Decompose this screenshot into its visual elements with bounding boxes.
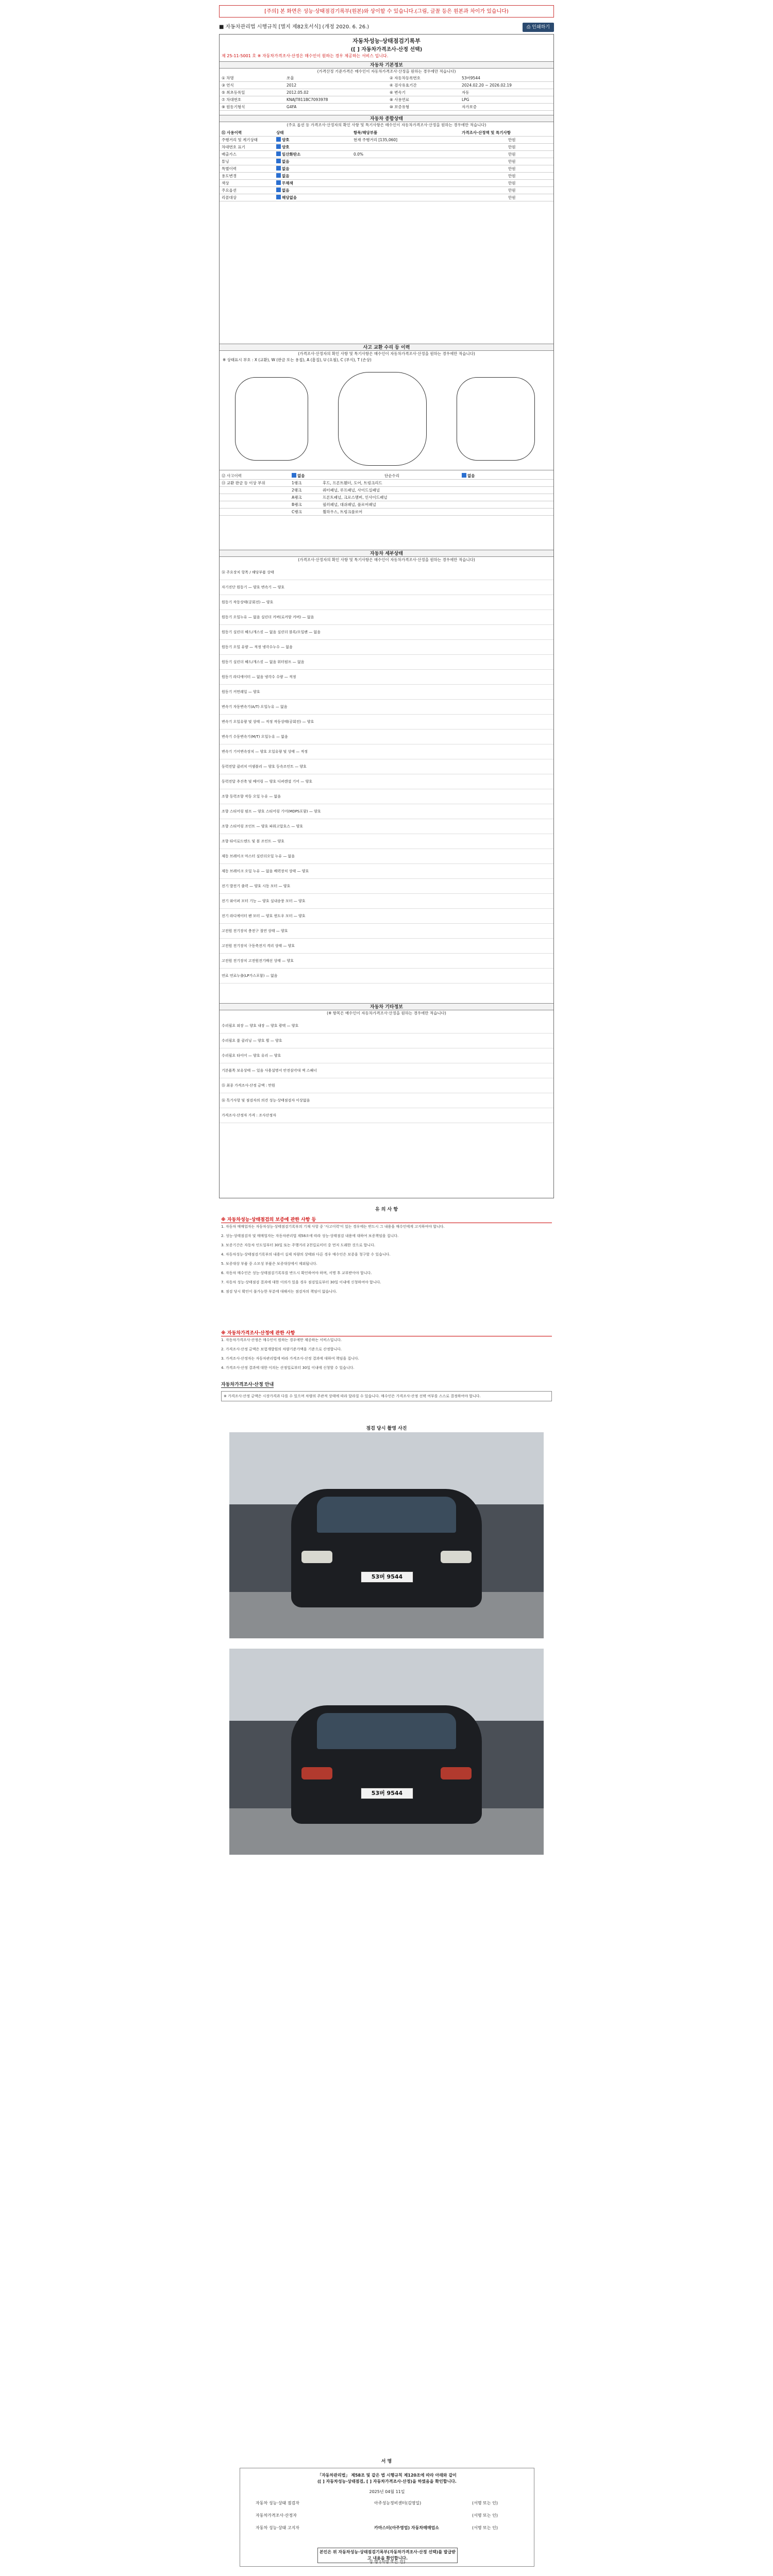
- etc-table: [220, 1019, 553, 1123]
- accident-legend: ※ 상태표시 부호 : X (교환), W (판금 또는 용접), A (흠집), U (요철), C (부식), T (손상): [223, 358, 372, 362]
- price-guide-title: 자동차가격조사·산정 안내: [221, 1381, 274, 1388]
- general-row: 주행거리 및 계기상태 양호 현재 주행거리 [135,060] 만원: [220, 137, 553, 144]
- front-photo: [229, 1432, 544, 1638]
- accident-row: A랭크 프론트패널, 크로스멤버, 인사이드패널: [220, 494, 553, 501]
- accident-row: ⑫ 사고이력 없음 단순수리 없음: [220, 472, 553, 480]
- detail-row: 전기 와이퍼 모터 기능 — 양호 실내송풍 모터 — 양호: [220, 894, 553, 909]
- detail-row: 동력전달 클러치 어셈블리 — 양호 등속조인트 — 양호: [220, 759, 553, 774]
- detail-row: 고전원 전기장치 충전구 절연 상태 — 양호: [220, 924, 553, 939]
- etc-row: 수리필요 외장 — 양호 내장 — 양호 광택 — 양호: [220, 1019, 553, 1033]
- detail-row: 원동기 실린더 헤드/개스킷 — 없음 워터펌프 — 없음: [220, 655, 553, 670]
- price-terms: [221, 1337, 552, 1375]
- detail-row: 조향 타이로드엔드 및 볼 조인트 — 양호: [220, 834, 553, 849]
- etc-row: 수리필요 룸 클리닝 — 양호 휠 — 양호: [220, 1033, 553, 1048]
- checkbox-checked-icon: [276, 159, 281, 163]
- checkbox-checked-icon: [276, 151, 281, 156]
- print-button[interactable]: [523, 23, 554, 32]
- detail-row: 원동기 오일누유 — 없음 실린더 커버(로커암 커버) — 없음: [220, 610, 553, 625]
- front-license-plate: 53버 9544: [361, 1571, 413, 1583]
- price-guide-box: ※ 가격조사·산정 금액은 시장가격과 다를 수 있으며 차량의 주관적 상태에 따라 달라질 수 있습니다. 매수인은 가격조사·산정 선택 여부를 스스로 결정하여야 합니다.: [221, 1391, 552, 1401]
- inspection-form: [219, 34, 554, 1198]
- etc-row: ⑯ 특기사항 및 점검자의 의견 성능·상태점검자 이상없음: [220, 1093, 553, 1108]
- printer-icon: ⎙: [527, 25, 531, 30]
- form-number: 제 25-11-5001 호 ※ 자동차가격조사·산정은 매수인이 원하는 경우 제공하는 서비스 입니다.: [222, 54, 389, 58]
- terms-title: 유 의 사 항: [375, 1207, 398, 1212]
- form-header-bar: [219, 22, 554, 33]
- checkbox-checked-icon: [462, 473, 466, 478]
- checkbox-checked-icon: [276, 166, 281, 171]
- basic-row: ① 차명 쏘울 ② 자동차등록번호 53버9544: [220, 75, 553, 82]
- car-diagram: [220, 367, 553, 470]
- warranty-term: 6. 자동차 매수인은 성능·상태점검기록부를 반드시 확인하여야 하며, 서명 후 교부받아야 합니다.: [221, 1271, 372, 1275]
- etc-row: 수리필요 타이어 — 양호 유리 — 양호: [220, 1048, 553, 1063]
- checkbox-checked-icon: [276, 195, 281, 199]
- price-term: 3. 가격조사·산정자는 자동차관리법에 따라 가격조사·산정 결과에 대하여 책임을 집니다.: [221, 1357, 359, 1361]
- general-row: 튜닝 없음 만원: [220, 158, 553, 165]
- accident-row: C랭크 휠하우스, 트렁크플로어: [220, 509, 553, 516]
- general-row: 특별이력 없음 만원: [220, 165, 553, 173]
- signature-box: 「자동차관리법」 제58조 및 같은 법 시행규칙 제120조에 따라 아래와 같이 ([ ] 자동차성능·상태점검, [ ] 자동차가격조사·산정)을 하였음을 확인합니다. 2025년 04월 11일 자동차 성능·상태 점검자 아주성능정비센터(김영일) (서명 또는 인) 자동차가격조사·산정자 (서명 또는 인) 자동차 성능·상태 고지자 카마스터(아주영업) 자동차매매업소 (서명 또는 인) 본인은 위 자동차성능·상태점검기록부(자동차가격조사·산정 선택)를 발급받고 내용을 확인합니다. 성 명 (서명 또는 인): [240, 2468, 534, 2567]
- detail-row: 고전원 전기장치 고전원전기배선 상태 — 양호: [220, 954, 553, 969]
- detail-row: 변속기 자동변속기(A/T) 오일누유 — 없음: [220, 700, 553, 715]
- basic-row: ⑦ 차대번호 KNAJT811BC7093978 ⑧ 사용연료 LPG: [220, 96, 553, 104]
- detail-row: 원동기 작동상태(공회전) — 양호: [220, 595, 553, 610]
- basic-row: ⑤ 최초등록일 2012.05.02 ⑥ 변속기 자동: [220, 89, 553, 96]
- checkbox-checked-icon: [276, 137, 281, 142]
- signature-title: 서 명: [381, 2459, 392, 2464]
- sign-statement-1: 「자동차관리법」 제58조 및 같은 법 시행규칙 제120조에 따라 아래와 같이: [317, 2473, 457, 2478]
- buyer-confirmation: 본인은 위 자동차성능·상태점검기록부(자동차가격조사·산정 선택)를 발급받고 내용을 확인합니다.: [317, 2548, 458, 2563]
- detail-row: 원동기 라디에이터 — 없음 냉각수 수량 — 적정: [220, 670, 553, 685]
- general-status-head: 자동차 종합상태: [220, 115, 553, 122]
- detail-row: 전기 라디에이터 팬 모터 — 양호 윈도우 모터 — 양호: [220, 909, 553, 924]
- general-row: 색상 무채색 만원: [220, 180, 553, 187]
- general-status-table: [220, 129, 553, 201]
- basic-row: ③ 연식 2012 ④ 검사유효기간 2024.02.20 ~ 2026.02.19: [220, 82, 553, 89]
- detail-note: (가격조사·산정자의 확인 사항 및 특기사항은 매수인이 자동차가격조사·산정을 원하는 경우에만 적습니다): [298, 557, 475, 562]
- detail-row: 원동기 커먼레일 — 양호: [220, 685, 553, 700]
- warranty-terms: [221, 1224, 552, 1298]
- checkbox-checked-icon: [292, 473, 296, 478]
- general-status-note: (주요 옵션 등 가격조사·산정자의 확인 사항 및 특기사항은 매수인이 자동차가격조사·산정을 원하는 경우에만 적습니다): [287, 123, 486, 127]
- warranty-term: 1. 자동차 매매업자는 자동차성능·상태점검기록부의 기재 사항 중 '사고이력'이 있는 경우에는 반드시 그 내용을 매수인에게 고지하여야 합니다.: [221, 1225, 445, 1229]
- warranty-term: 7. 자동차 성능·상태점검 결과에 대한 이의가 있을 경우 점검일로부터 30일 이내에 신청하여야 합니다.: [221, 1280, 381, 1284]
- etc-head: 자동차 기타정보: [220, 1003, 553, 1010]
- warranty-term: 5. 보증대상 부품 중 소모성 부품은 보증대상에서 제외됩니다.: [221, 1262, 317, 1266]
- accident-table: [220, 472, 553, 516]
- accident-row: 2랭크 쿼터패널, 루프패널, 사이드실패널: [220, 487, 553, 494]
- detail-row: ⑭ 주요장치 항목 / 해당부품 상태: [220, 565, 553, 580]
- etc-row: ⑮ 최종 가격조사·산정 금액 : 만원: [220, 1078, 553, 1093]
- price-section-title: ※ 자동차가격조사·산정에 관한 사항: [221, 1329, 552, 1336]
- form-title: 자동차성능·상태점검기록부: [352, 38, 421, 44]
- detail-row: 자기진단 원동기 — 양호 변속기 — 양호: [220, 580, 553, 595]
- detail-row: 전기 발전기 출력 — 양호 시동 모터 — 양호: [220, 879, 553, 894]
- detail-row: 변속기 기어변속장치 — 양호 오일유량 및 상태 — 적정: [220, 744, 553, 759]
- general-row: 배출가스 일산화탄소 0.0% 만원: [220, 151, 553, 158]
- checkbox-checked-icon: [276, 188, 281, 192]
- detail-head: 자동차 세부상태: [220, 550, 553, 557]
- checkbox-checked-icon: [276, 180, 281, 185]
- warranty-section-title: ※ 자동차성능·상태점검의 보증에 관한 사항 등: [221, 1216, 552, 1223]
- price-term: 4. 가격조사·산정 결과에 대한 이의는 산정일로부터 30일 이내에 신청할 수 있습니다.: [221, 1366, 355, 1370]
- checkbox-checked-icon: [276, 144, 281, 149]
- detail-row: 원동기 실린더 헤드/개스킷 — 없음 실린더 블록/오일팬 — 없음: [220, 625, 553, 640]
- accident-row: ⑬ 교환 판금 등 이상 부위 1랭크 후드, 프론트휀더, 도어, 트렁크리드: [220, 480, 553, 487]
- general-row: 리콜대상 해당없음 만원: [220, 194, 553, 201]
- detail-row: 조향 스티어링 조인트 — 양호 파워고압호스 — 양호: [220, 819, 553, 834]
- price-term: 2. 가격조사·산정 금액은 보험개발원의 차량기준가액을 기준으로 산정합니다.: [221, 1347, 342, 1351]
- detail-row: 제동 브레이크 마스터 실린더오일 누유 — 없음: [220, 849, 553, 864]
- accident-note: (가격조사·산정자의 확인 사항 및 특기사항은 매수인이 자동차가격조사·산정을 원하는 경우에만 적습니다): [298, 351, 475, 356]
- detail-row: 제동 브레이크 오일 누유 — 없음 배력장치 상태 — 양호: [220, 864, 553, 879]
- detail-row: 변속기 오일유량 및 상태 — 적정 작동상태(공회전) — 양호: [220, 715, 553, 730]
- detail-row: 조향 스티어링 펌프 — 양호 스티어링 기어(MDPS포함) — 양호: [220, 804, 553, 819]
- car-right-side-outline: [457, 377, 535, 461]
- etc-row: 가격조사·산정자 가격 : 조사산정자: [220, 1108, 553, 1123]
- basic-info-table: [220, 75, 553, 111]
- warranty-term: 8. 점검 당시 확인이 불가능한 부분에 대해서는 점검자의 책임이 없습니다.: [221, 1290, 338, 1294]
- photo-section-title: 점검 당시 촬영 사진: [366, 1426, 407, 1431]
- detail-row: 동력전달 추진축 및 베어링 — 양호 디퍼렌셜 기어 — 양호: [220, 774, 553, 789]
- sign-statement-2: ([ ] 자동차성능·상태점검, [ ] 자동차가격조사·산정)을 하였음을 확인합니다.: [317, 2479, 457, 2484]
- detail-row: 연료 연료누출(LP가스포함) — 없음: [220, 969, 553, 984]
- print-label: 인쇄하기: [532, 25, 550, 30]
- detail-row: 변속기 수동변속기(M/T) 오일누유 — 없음: [220, 730, 553, 744]
- general-row: ⑪ 사용이력 상태 항목/해당부품 가격조사·산정액 및 특기사항: [220, 129, 553, 137]
- etc-note: (※ 항목은 매수인이 자동차가격조사·산정을 원하는 경우에만 적습니다): [327, 1011, 446, 1015]
- price-term: 1. 자동차가격조사·산정은 매수인이 원하는 경우에만 제공하는 서비스입니다.: [221, 1338, 342, 1342]
- etc-row: 기본품목 보유상태 — 있음 사용설명서 안전삼각대 잭 스패너: [220, 1063, 553, 1078]
- warranty-term: 4. 자동차성능·상태점검기록부의 내용이 실제 차량의 상태와 다른 경우 매수인은 보증을 청구할 수 있습니다.: [221, 1252, 391, 1257]
- rear-license-plate: 53버 9544: [361, 1788, 413, 1799]
- buyer-sign: 성 명 (서명 또는 인): [368, 2560, 406, 2564]
- form-subtitle: ([ ] 자동차가격조사·산정 선택): [350, 47, 423, 53]
- warranty-term: 2. 성능·상태점검자 및 매매업자는 자동차관리법 제58조에 따라 성능·상태점검 내용에 대하여 보증책임을 집니다.: [221, 1234, 399, 1238]
- general-row: 용도변경 없음 만원: [220, 173, 553, 180]
- notice-banner: [주의] 본 화면은 성능·상태점검기록부(원본)와 상이할 수 있습니다.(그림, 글꼴 등은 원본과 차이가 있습니다): [219, 5, 554, 18]
- warranty-term: 3. 보증기간은 자동차 인도일부터 30일 또는 주행거리 2천킬로미터 중 먼저 도래한 것으로 합니다.: [221, 1243, 376, 1247]
- basic-row: ⑨ 원동기형식 G4FA ⑩ 보증유형 자가보증: [220, 104, 553, 111]
- detail-table: [220, 565, 553, 984]
- sign-date: 2025년 04월 11일: [369, 2489, 405, 2494]
- car-left-side-outline: [235, 377, 308, 461]
- form-legal-title: ■ 자동차관리법 시행규칙 [별지 제82호서식] (개정 2020. 6. 26.): [219, 24, 369, 30]
- detail-row: 조향 동력조향 작동 오일 누유 — 없음: [220, 789, 553, 804]
- general-row: 차대번호 표기 양호 만원: [220, 144, 553, 151]
- car-top-outline: [338, 372, 427, 466]
- accident-row: B랭크 필러패널, 대쉬패널, 플로어패널: [220, 501, 553, 509]
- rear-photo: [229, 1649, 544, 1855]
- general-row: 주요옵션 없음 만원: [220, 187, 553, 194]
- basic-info-note: (가격산정 기준가격은 매수인이 자동차가격조사·산정을 원하는 경우에만 적습니다): [317, 69, 456, 74]
- detail-row: 고전원 전기장치 구동축전지 격리 상태 — 양호: [220, 939, 553, 954]
- checkbox-checked-icon: [276, 173, 281, 178]
- detail-row: 원동기 오일 유량 — 적정 냉각수누수 — 없음: [220, 640, 553, 655]
- accident-head: 사고 교환 수리 등 이력: [220, 344, 553, 351]
- basic-info-head: 자동차 기본정보: [220, 61, 553, 69]
